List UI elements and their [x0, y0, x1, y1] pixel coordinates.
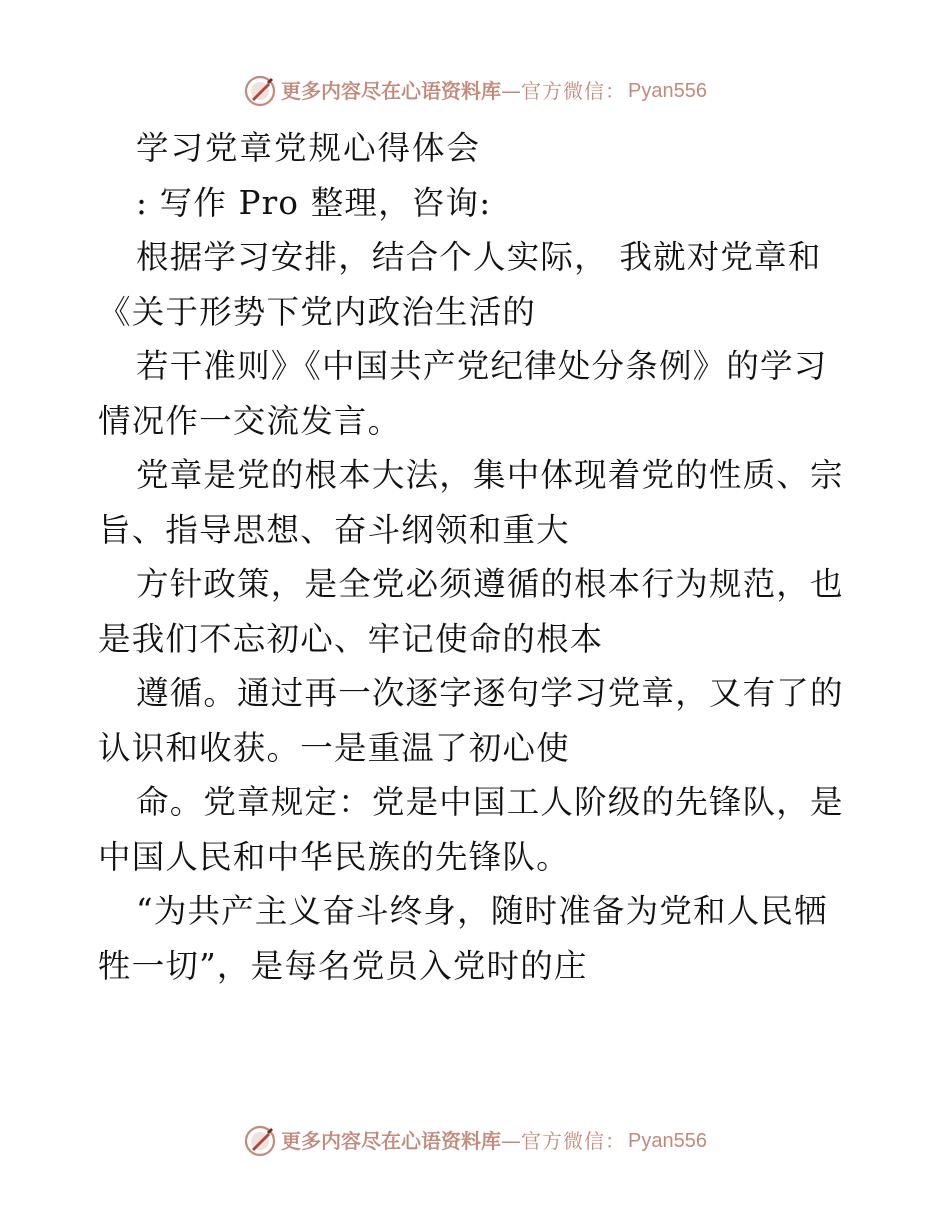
text-line: 方针政策，是全党必须遵循的根本行为规范，也	[136, 565, 844, 603]
header-watermark-banner	[0, 74, 950, 108]
banner-wechat-id: Pyan556	[628, 1130, 707, 1152]
text-line: 旨、指导思想、奋斗纲领和重大	[98, 510, 570, 549]
text-line: 牲一切”，是每名党员入党时的庄	[98, 946, 588, 985]
text-line: 《关于形势下党内政治生活的	[98, 292, 537, 331]
banner-dash: —	[501, 1129, 522, 1153]
banner-dash: —	[501, 79, 522, 103]
banner-wechat-id: Pyan556	[628, 80, 707, 102]
text-line: 命。党章规定：党是中国工人阶级的先锋队，是	[136, 783, 844, 821]
text-line: 若干准则》《中国共产党纪律处分条例》的学习	[136, 347, 828, 385]
banner-main-text: 更多内容尽在心语资料库	[281, 1129, 502, 1153]
text-line: 根据学习安排，结合个人实际， 我就对党章和	[136, 238, 822, 276]
text-line: : 写作 Pro 整理，咨询:	[136, 183, 492, 222]
text-line: 认识和收获。一是重温了初心使	[98, 728, 570, 767]
footer-watermark-banner	[0, 1124, 950, 1158]
text-line: 中国人民和中华民族的先锋队。	[98, 837, 570, 876]
text-line: 党章是党的根本大法，集中体现着党的性质、宗	[136, 456, 844, 494]
pen-seal-icon	[243, 74, 277, 108]
banner-main-text: 更多内容尽在心语资料库	[281, 79, 502, 103]
text-line: “为共产主义奋斗终身，随时准备为党和人民牺	[136, 892, 828, 930]
banner-wechat-label: 官方微信：	[521, 1129, 627, 1153]
banner-wechat-label: 官方微信：	[521, 79, 627, 103]
text-line: 是我们不忘初心、牢记使命的根本	[98, 619, 604, 658]
text-line: 情况作一交流发言。	[98, 401, 402, 440]
document-title: 学习党章党规心得体会	[136, 129, 482, 167]
pen-seal-icon	[243, 1124, 277, 1158]
text-line: 遵循。通过再一次逐字逐句学习党章，又有了的	[136, 674, 844, 712]
document-body	[98, 121, 858, 993]
